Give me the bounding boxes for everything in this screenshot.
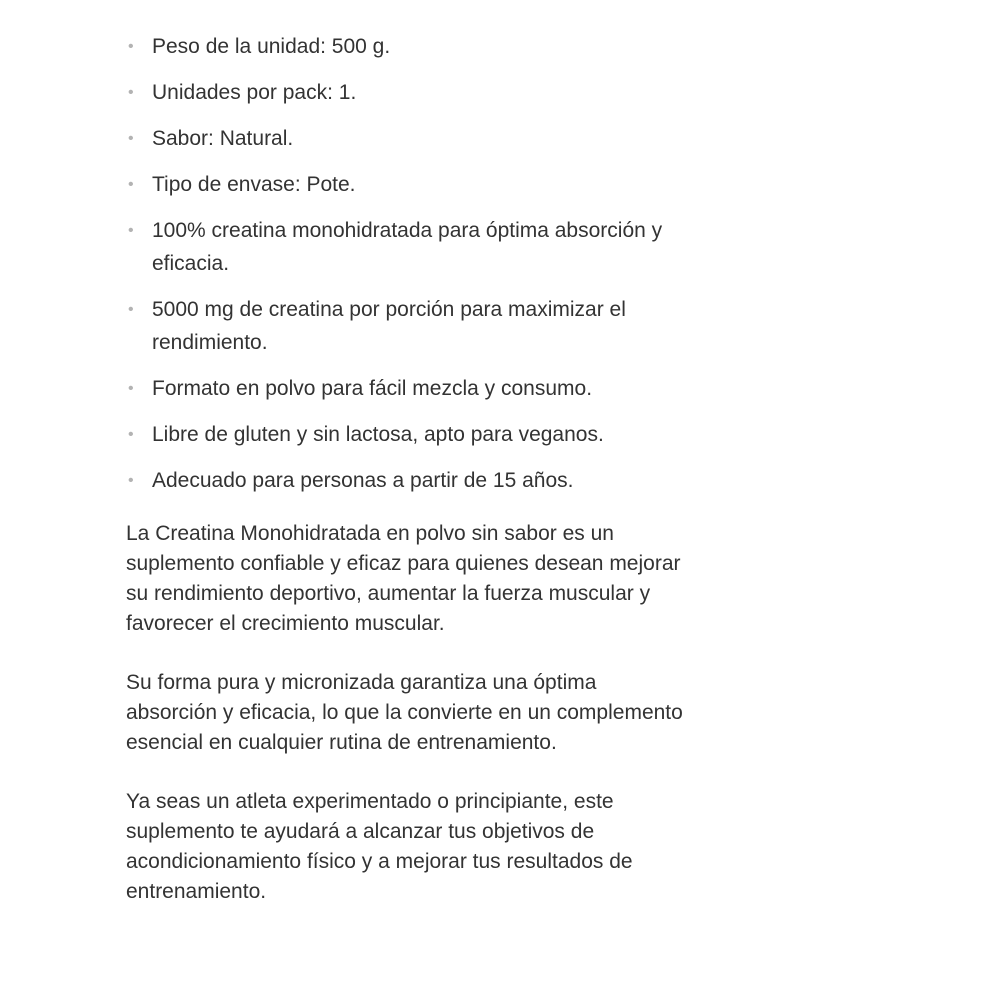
description-paragraph: Su forma pura y micronizada garantiza una óptima absorción y eficacia, lo que la convierte en un complemento esencial en cualquier rutina de entrenamiento. (126, 671, 683, 754)
feature-text: 5000 mg de creatina por porción para maximizar el rendimiento. (152, 298, 626, 354)
feature-text: Adecuado para personas a partir de 15 años. (152, 469, 574, 492)
feature-item (126, 464, 712, 497)
bullet-icon: • (128, 222, 134, 239)
feature-text: Tipo de envase: Pote. (152, 173, 356, 196)
feature-text: Formato en polvo para fácil mezcla y consumo. (152, 377, 593, 400)
feature-item (126, 30, 712, 63)
feature-text: Peso de la unidad: 500 g. (152, 35, 391, 58)
bullet-icon: • (128, 38, 134, 55)
feature-item (126, 122, 712, 155)
bullet-icon: • (128, 130, 134, 147)
feature-text: Sabor: Natural. (152, 127, 294, 150)
bullet-icon: • (128, 176, 134, 193)
feature-item (126, 418, 712, 451)
feature-list (126, 30, 726, 497)
feature-text: Unidades por pack: 1. (152, 81, 357, 104)
bullet-icon: • (128, 472, 134, 489)
product-description (126, 30, 726, 936)
bullet-icon: • (128, 426, 134, 443)
bullet-icon: • (128, 301, 134, 318)
feature-item (126, 372, 712, 405)
description-block (126, 519, 726, 907)
bullet-icon: • (128, 84, 134, 101)
feature-item (126, 168, 712, 201)
feature-item (126, 76, 712, 109)
feature-text: Libre de gluten y sin lactosa, apto para veganos. (152, 423, 604, 446)
feature-item (126, 214, 712, 280)
feature-item (126, 293, 712, 359)
description-paragraph: Ya seas un atleta experimentado o principiante, este suplemento te ayudará a alcanzar tus objetivos de acondicionamiento físico y a mejorar tus resultados de entrenamiento. (126, 790, 633, 903)
bullet-icon: • (128, 380, 134, 397)
feature-text: 100% creatina monohidratada para óptima absorción y eficacia. (152, 219, 663, 275)
description-paragraph: La Creatina Monohidratada en polvo sin sabor es un suplemento confiable y eficaz para quienes desean mejorar su rendimiento deportivo, aumentar la fuerza muscular y favorecer el crecimiento muscular. (126, 522, 681, 635)
